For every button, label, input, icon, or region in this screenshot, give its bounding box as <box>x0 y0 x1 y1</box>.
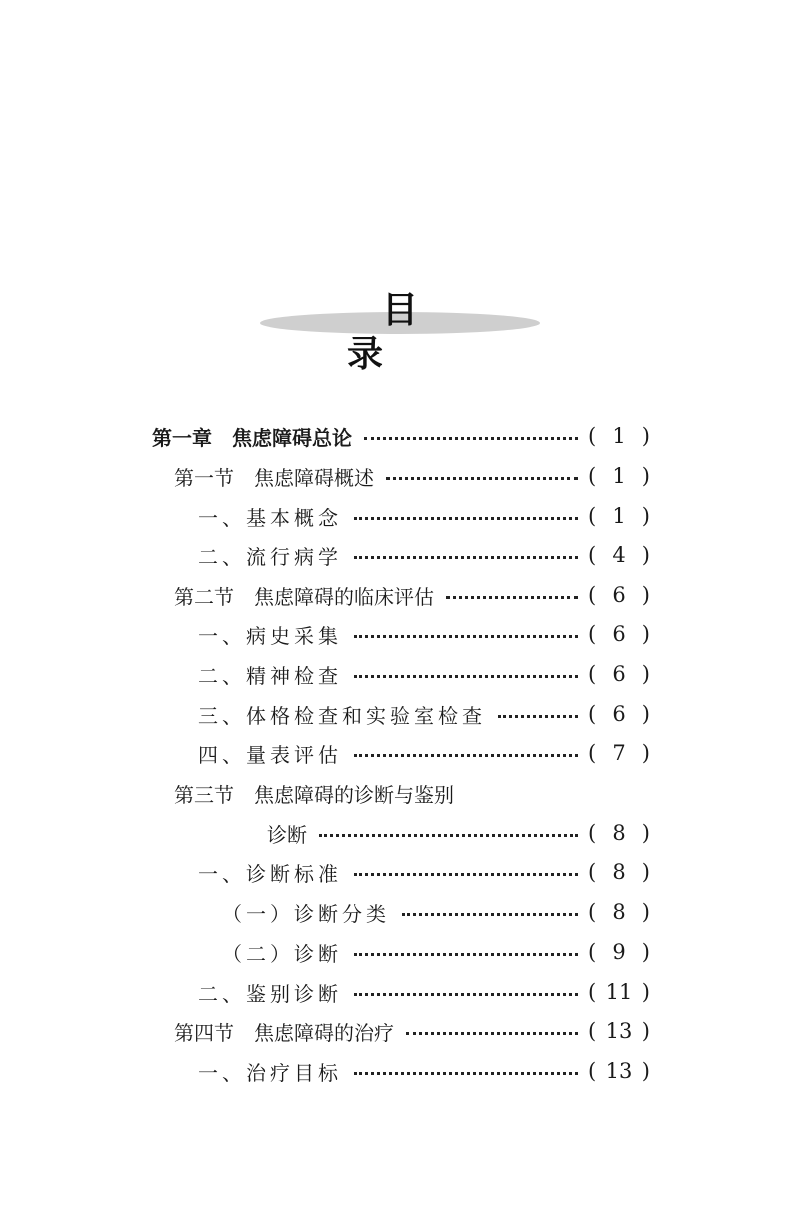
toc-entry[interactable] <box>222 892 650 932</box>
toc-leader-dots <box>354 873 578 876</box>
toc-page-ref: ( 11 ) <box>588 980 650 1004</box>
toc-entry-label: 第一节 焦虑障碍概述 <box>174 465 374 490</box>
toc-page-number: 1 <box>612 464 626 488</box>
toc-leader-dots <box>386 477 578 480</box>
toc-entry[interactable] <box>198 654 650 694</box>
toc-entry[interactable] <box>198 614 650 654</box>
toc-page-number: 8 <box>612 821 626 845</box>
toc-entry-label: 二、鉴别诊断 <box>198 981 342 1006</box>
toc-leader-dots <box>354 953 578 956</box>
toc-entry-label: 第四节 焦虑障碍的治疗 <box>174 1020 394 1045</box>
toc-page-number: 13 <box>605 1059 633 1083</box>
toc-leader-dots <box>498 715 578 718</box>
toc-entry[interactable] <box>198 535 650 575</box>
toc-entry[interactable] <box>198 694 650 734</box>
toc-entry-label: 四、量表评估 <box>198 742 342 767</box>
toc-entry[interactable] <box>198 1051 650 1091</box>
toc-entry[interactable] <box>198 496 650 536</box>
toc-leader-dots <box>319 834 578 837</box>
toc-page-number: 6 <box>612 662 626 686</box>
toc-page-ref: ( 1 ) <box>588 464 650 488</box>
toc-leader-dots <box>354 675 578 678</box>
toc-entry[interactable] <box>174 575 650 615</box>
toc-page-number: 1 <box>612 424 626 448</box>
toc-entry-label: 第三节 焦虑障碍的诊断与鉴别 <box>174 782 454 807</box>
toc-entry-label: 二、精神检查 <box>198 663 342 688</box>
toc-page-number: 1 <box>612 504 626 528</box>
toc-leader-dots <box>364 437 578 440</box>
toc-page-ref: ( 6 ) <box>588 702 650 726</box>
toc-page-number: 4 <box>612 543 626 567</box>
toc-entry-heading[interactable] <box>174 773 650 813</box>
toc-entry-label: （二）诊断 <box>222 941 342 966</box>
toc-page-ref: ( 8 ) <box>588 821 650 845</box>
toc-entry-label: 诊断 <box>267 822 307 847</box>
toc-entry-label: 二、流行病学 <box>198 544 342 569</box>
page-title: 目 录 <box>346 289 488 375</box>
toc-leader-dots <box>354 754 578 757</box>
toc-page-ref: ( 1 ) <box>588 424 650 448</box>
toc-page-number: 6 <box>612 583 626 607</box>
toc-entry[interactable] <box>198 972 650 1012</box>
toc-leader-dots <box>354 556 578 559</box>
toc-entry[interactable] <box>174 1011 650 1051</box>
toc-entry-label: 三、体格检查和实验室检查 <box>198 703 486 728</box>
toc-page-number: 8 <box>612 860 626 884</box>
toc-entry[interactable] <box>174 456 650 496</box>
toc-page-ref: ( 13 ) <box>588 1059 650 1083</box>
toc-page-ref: ( 13 ) <box>588 1019 650 1043</box>
toc-page-number: 11 <box>605 980 633 1004</box>
toc-page-ref: ( 6 ) <box>588 662 650 686</box>
toc-page-ref: ( 8 ) <box>588 860 650 884</box>
toc-entry-continuation[interactable] <box>267 813 650 853</box>
toc-leader-dots <box>354 635 578 638</box>
toc-entry-label: 一、治疗目标 <box>198 1060 342 1085</box>
toc-page-number: 6 <box>612 622 626 646</box>
toc-leader-dots <box>354 993 578 996</box>
toc-page-number: 6 <box>612 702 626 726</box>
toc-page-number: 9 <box>612 940 626 964</box>
toc-entry-label: 一、诊断标准 <box>198 861 342 886</box>
toc-leader-dots <box>354 1072 578 1075</box>
toc-page-number: 7 <box>612 741 626 765</box>
toc-page-ref: ( 7 ) <box>588 741 650 765</box>
toc-entry-label: 第二节 焦虑障碍的临床评估 <box>174 584 434 609</box>
toc-leader-dots <box>446 596 578 599</box>
toc-leader-dots <box>402 913 578 916</box>
toc-entry-label: 第一章 焦虑障碍总论 <box>152 425 352 450</box>
toc-entry-label: 一、病史采集 <box>198 623 342 648</box>
toc-page-number: 13 <box>605 1019 633 1043</box>
toc-page-ref: ( 1 ) <box>588 504 650 528</box>
toc-page-number: 8 <box>612 900 626 924</box>
toc-page-ref: ( 4 ) <box>588 543 650 567</box>
toc-page-ref: ( 8 ) <box>588 900 650 924</box>
toc-leader-dots <box>406 1032 578 1035</box>
toc-page-ref: ( 6 ) <box>588 622 650 646</box>
toc-entry[interactable] <box>198 852 650 892</box>
toc-leader-dots <box>354 517 578 520</box>
toc-page-ref: ( 6 ) <box>588 583 650 607</box>
toc-entry-label: （一）诊断分类 <box>222 901 390 926</box>
toc-page-ref: ( 9 ) <box>588 940 650 964</box>
toc-entry[interactable] <box>152 416 650 456</box>
toc-entry-label: 一、基本概念 <box>198 505 342 530</box>
toc-entry[interactable] <box>198 733 650 773</box>
toc-entry[interactable] <box>222 932 650 972</box>
